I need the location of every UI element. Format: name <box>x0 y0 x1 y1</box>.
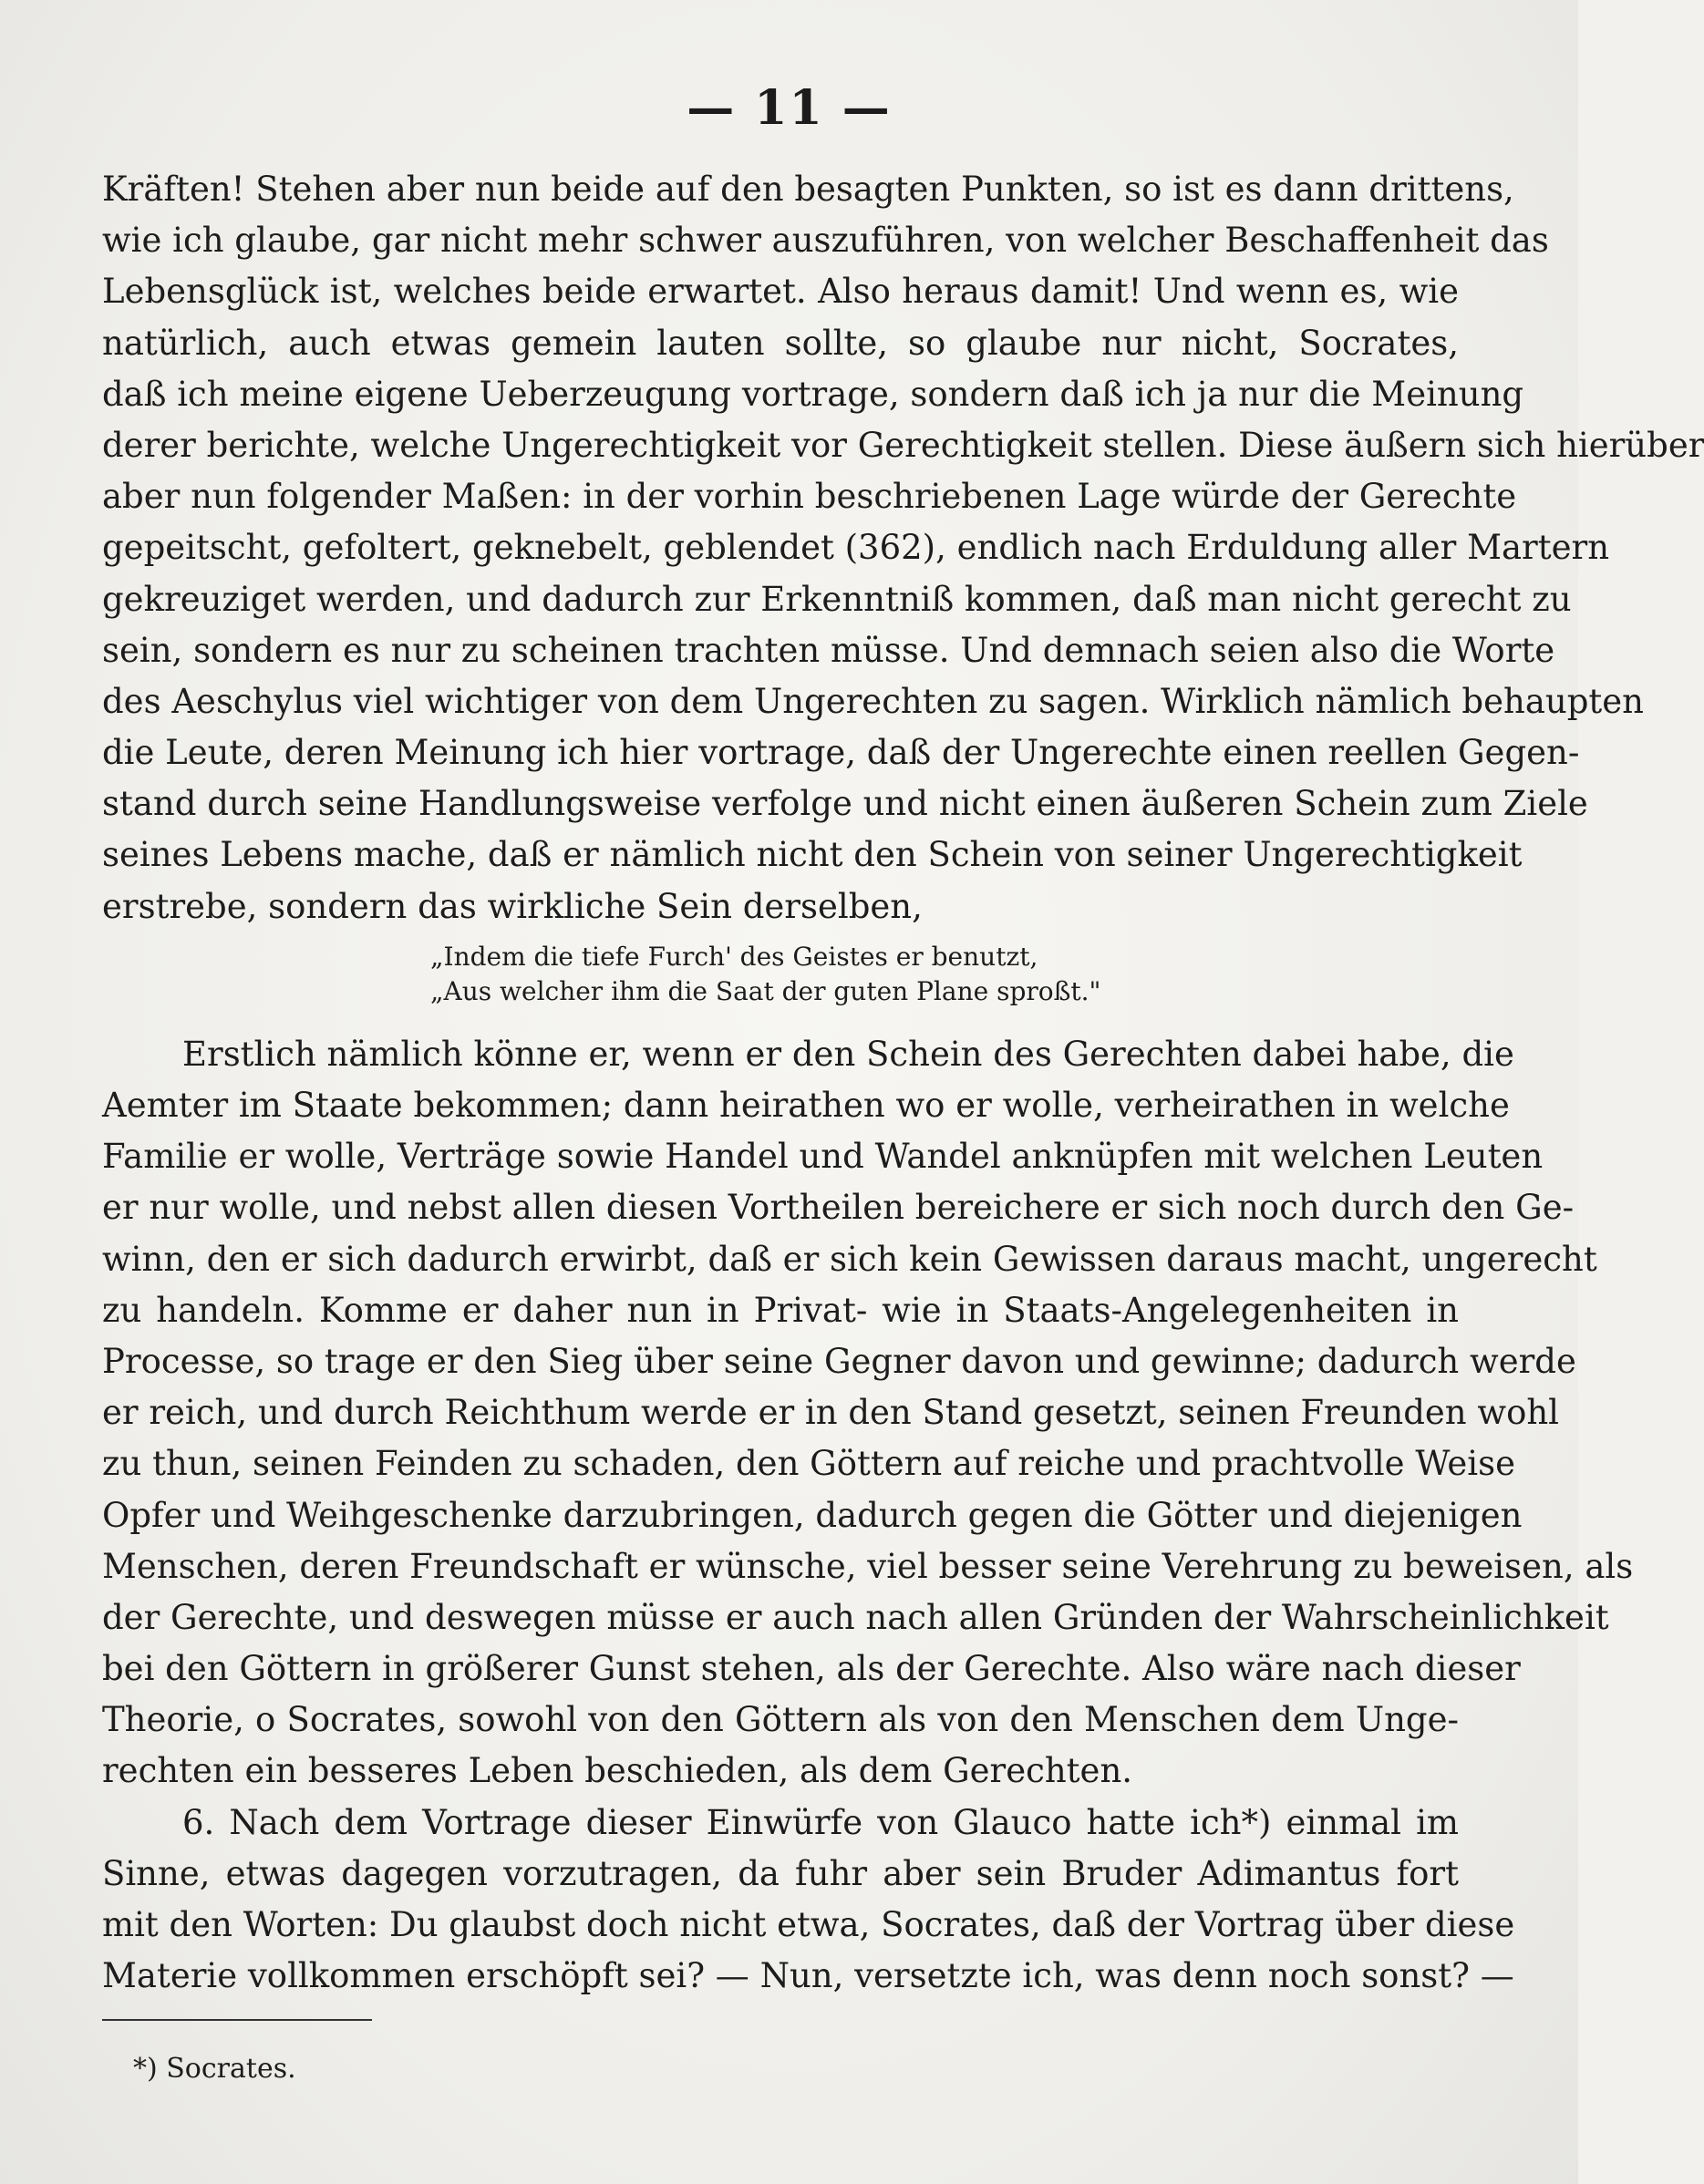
paragraph-section-6 <box>102 1798 1515 2003</box>
text-line: derer berichte, welche Ungerechtigkeit vor Gerechtigkeit stellen. Diese äußern sich hierüber <box>102 425 1704 465</box>
text-line: natürlich, auch etwas gemein lauten sollte, so glaube nur nicht, Socrates, <box>102 323 1459 363</box>
text-line: mit den Worten: Du glaubst doch nicht etwa, Socrates, daß der Vortrag über diese <box>102 1905 1515 1944</box>
footnote: *) Socrates. <box>133 2053 296 2085</box>
text-line: erstrebe, sondern das wirkliche Sein derselben, <box>102 886 923 926</box>
footnote-rule <box>102 2019 372 2021</box>
text-line: stand durch seine Handlungsweise verfolge und nicht einen äußeren Schein zum Ziele <box>102 784 1588 824</box>
text-line: rechten ein besseres Leben beschieden, als dem Gerechten. <box>102 1751 1133 1791</box>
text-line: aber nun folgender Maßen: in der vorhin beschriebenen Lage würde der Gerechte <box>102 477 1517 517</box>
text-line: wie ich glaube, gar nicht mehr schwer auszuführen, von welcher Beschaffenheit das <box>102 221 1549 261</box>
text-line: Opfer und Weihgeschenke darzubringen, dadurch gegen die Götter und diejenigen <box>102 1495 1523 1535</box>
quote-line: „Aus welcher ihm die Saat der guten Plane sproßt." <box>430 975 1101 1006</box>
text-line: Familie er wolle, Verträge sowie Handel und Wandel anknüpfen mit welchen Leuten <box>102 1137 1544 1177</box>
text-line: Aemter im Staate bekommen; dann heirathen wo er wolle, verheirathen in welche <box>102 1086 1510 1125</box>
paragraph-erstlich <box>102 1029 1634 1798</box>
text-line: Theorie, o Socrates, sowohl von den Göttern als von den Menschen dem Unge- <box>102 1700 1459 1740</box>
text-line: des Aeschylus viel wichtiger von dem Ungerechten zu sagen. Wirklich nämlich behaupten <box>102 681 1644 721</box>
text-line: Sinne, etwas dagegen vorzutragen, da fuhr aber sein Bruder Adimantus fort <box>102 1853 1459 1893</box>
body-text <box>102 164 1704 2002</box>
text-line: gekreuziget werden, und dadurch zur Erkenntniß kommen, daß man nicht gerecht zu <box>102 579 1572 619</box>
text-line: seines Lebens mache, daß er nämlich nicht den Schein von seiner Ungerechtigkeit <box>102 835 1523 875</box>
text-line: Erstlich nämlich könne er, wenn er den Schein des Gerechten dabei habe, die <box>182 1034 1514 1074</box>
paragraph-continued <box>102 164 1704 932</box>
text-line: Menschen, deren Freundschaft er wünsche, viel besser seine Verehrung zu beweisen, als <box>102 1546 1634 1586</box>
text-line: er nur wolle, und nebst allen diesen Vortheilen bereichere er sich noch durch den Ge- <box>102 1188 1575 1228</box>
text-line: er reich, und durch Reichthum werde er in den Stand gesetzt, seinen Freunden wohl <box>102 1393 1560 1433</box>
text-line: 6. Nach dem Vortrage dieser Einwürfe von Glauco hatte ich*) einmal im <box>182 1802 1459 1842</box>
text-line: sein, sondern es nur zu scheinen trachten müsse. Und demnach seien also die Worte <box>102 630 1555 670</box>
quote-line: „Indem die tiefe Furch' des Geistes er benutzt, <box>430 941 1038 972</box>
text-line: bei den Göttern in größerer Gunst stehen, als der Gerechte. Also wäre nach dieser <box>102 1649 1521 1689</box>
text-line: die Leute, deren Meinung ich hier vortrage, daß der Ungerechte einen reellen Gegen- <box>102 733 1580 773</box>
text-line: der Gerechte, und deswegen müsse er auch nach allen Gründen der Wahrscheinlichkeit <box>102 1597 1609 1637</box>
text-line: Kräften! Stehen aber nun beide auf den besagten Punkten, so ist es dann drittens, <box>102 170 1514 209</box>
text-line: daß ich meine eigene Ueberzeugung vortrage, sondern daß ich ja nur die Meinung <box>102 374 1524 414</box>
text-line: Materie vollkommen erschöpft sei? — Nun, versetzte ich, was denn noch sonst? — <box>102 1956 1514 1996</box>
text-line: zu thun, seinen Feinden zu schaden, den Göttern auf reiche und prachtvolle Weise <box>102 1444 1515 1484</box>
text-line: Processe, so trage er den Sieg über seine Gegner davon und gewinne; dadurch werde <box>102 1341 1576 1381</box>
text-line: winn, den er sich dadurch erwirbt, daß er sich kein Gewissen daraus macht, ungerecht <box>102 1239 1597 1279</box>
text-line: Lebensglück ist, welches beide erwartet. Also heraus damit! Und wenn es, wie <box>102 272 1459 312</box>
verse-quotation <box>102 940 1459 1009</box>
page-number: — 11 — <box>687 80 892 136</box>
text-line: gepeitscht, gefoltert, geknebelt, geblendet (362), endlich nach Erduldung aller Martern <box>102 528 1610 568</box>
text-line: zu handeln. Komme er daher nun in Privat- wie in Staats-Angelegenheiten in <box>102 1290 1459 1330</box>
